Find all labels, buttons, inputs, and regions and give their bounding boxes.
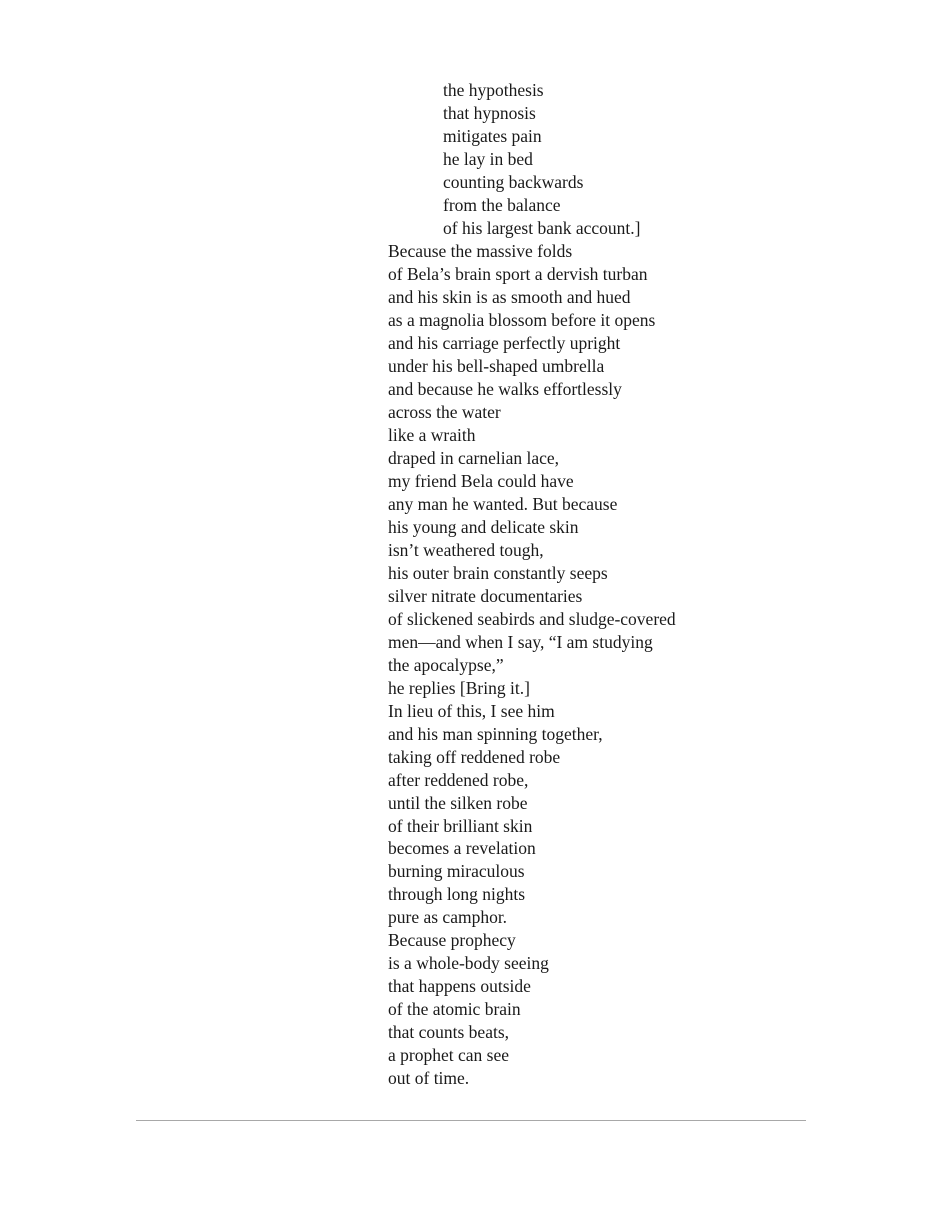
- poem-line: of their brilliant skin: [388, 815, 533, 836]
- poem-line: a prophet can see: [388, 1045, 509, 1066]
- poem-line: his outer brain constantly seeps: [388, 562, 608, 583]
- poem-line-indented: he lay in bed: [443, 148, 533, 169]
- poem-line-indented: from the balance: [443, 194, 561, 215]
- poem-line: through long nights: [388, 884, 526, 905]
- poem-line: men—and when I say, “I am studying: [388, 631, 653, 652]
- poem-line: becomes a revelation: [388, 838, 536, 859]
- poem-line: Because prophecy: [388, 930, 516, 951]
- poem-line: after reddened robe,: [388, 769, 529, 790]
- poem-line: and his skin is as smooth and hued: [388, 286, 631, 307]
- poem-line: as a magnolia blossom before it opens: [388, 309, 656, 330]
- poem-line-indented: that hypnosis: [443, 102, 536, 123]
- poem-line: of slickened seabirds and sludge-covered: [388, 608, 676, 629]
- poem-line: my friend Bela could have: [388, 470, 574, 491]
- poem-line: the apocalypse,”: [388, 654, 504, 675]
- poem-line: and his carriage perfectly upright: [388, 332, 621, 353]
- poem-line: and his man spinning together,: [388, 723, 603, 744]
- poem-line: of the atomic brain: [388, 999, 521, 1020]
- poem-line: draped in carnelian lace,: [388, 447, 560, 468]
- poem-line: out of time.: [388, 1068, 470, 1089]
- poem-line: that happens outside: [388, 976, 531, 997]
- poem-line: and because he walks effortlessly: [388, 378, 622, 399]
- poem-line: until the silken robe: [388, 792, 528, 813]
- poem-line-indented: mitigates pain: [443, 125, 542, 146]
- poem-line: silver nitrate documentaries: [388, 585, 583, 606]
- poem-line: under his bell-shaped umbrella: [388, 355, 605, 376]
- poem-line-indented: counting backwards: [443, 171, 584, 192]
- poem-text: [388, 79, 676, 1090]
- poem-line-indented: of his largest bank account.]: [443, 217, 641, 238]
- poem-line: Because the massive folds: [388, 240, 573, 261]
- poem-line: taking off reddened robe: [388, 746, 561, 767]
- poem-line: he replies [Bring it.]: [388, 677, 530, 698]
- poem-line: burning miraculous: [388, 861, 525, 882]
- poem-line: of Bela’s brain sport a dervish turban: [388, 263, 648, 284]
- poem-line: pure as camphor.: [388, 907, 508, 928]
- poem-line: like a wraith: [388, 424, 476, 445]
- footer-divider: [136, 1120, 806, 1121]
- poem-line-indented: the hypothesis: [443, 80, 544, 100]
- poem-line: In lieu of this, I see him: [388, 700, 555, 721]
- poem-line: that counts beats,: [388, 1022, 510, 1043]
- poem-line: his young and delicate skin: [388, 516, 579, 537]
- poem-line: is a whole-body seeing: [388, 953, 549, 974]
- poem-line: isn’t weathered tough,: [388, 539, 544, 560]
- poem-line: any man he wanted. But because: [388, 493, 618, 514]
- poem-line: across the water: [388, 401, 501, 422]
